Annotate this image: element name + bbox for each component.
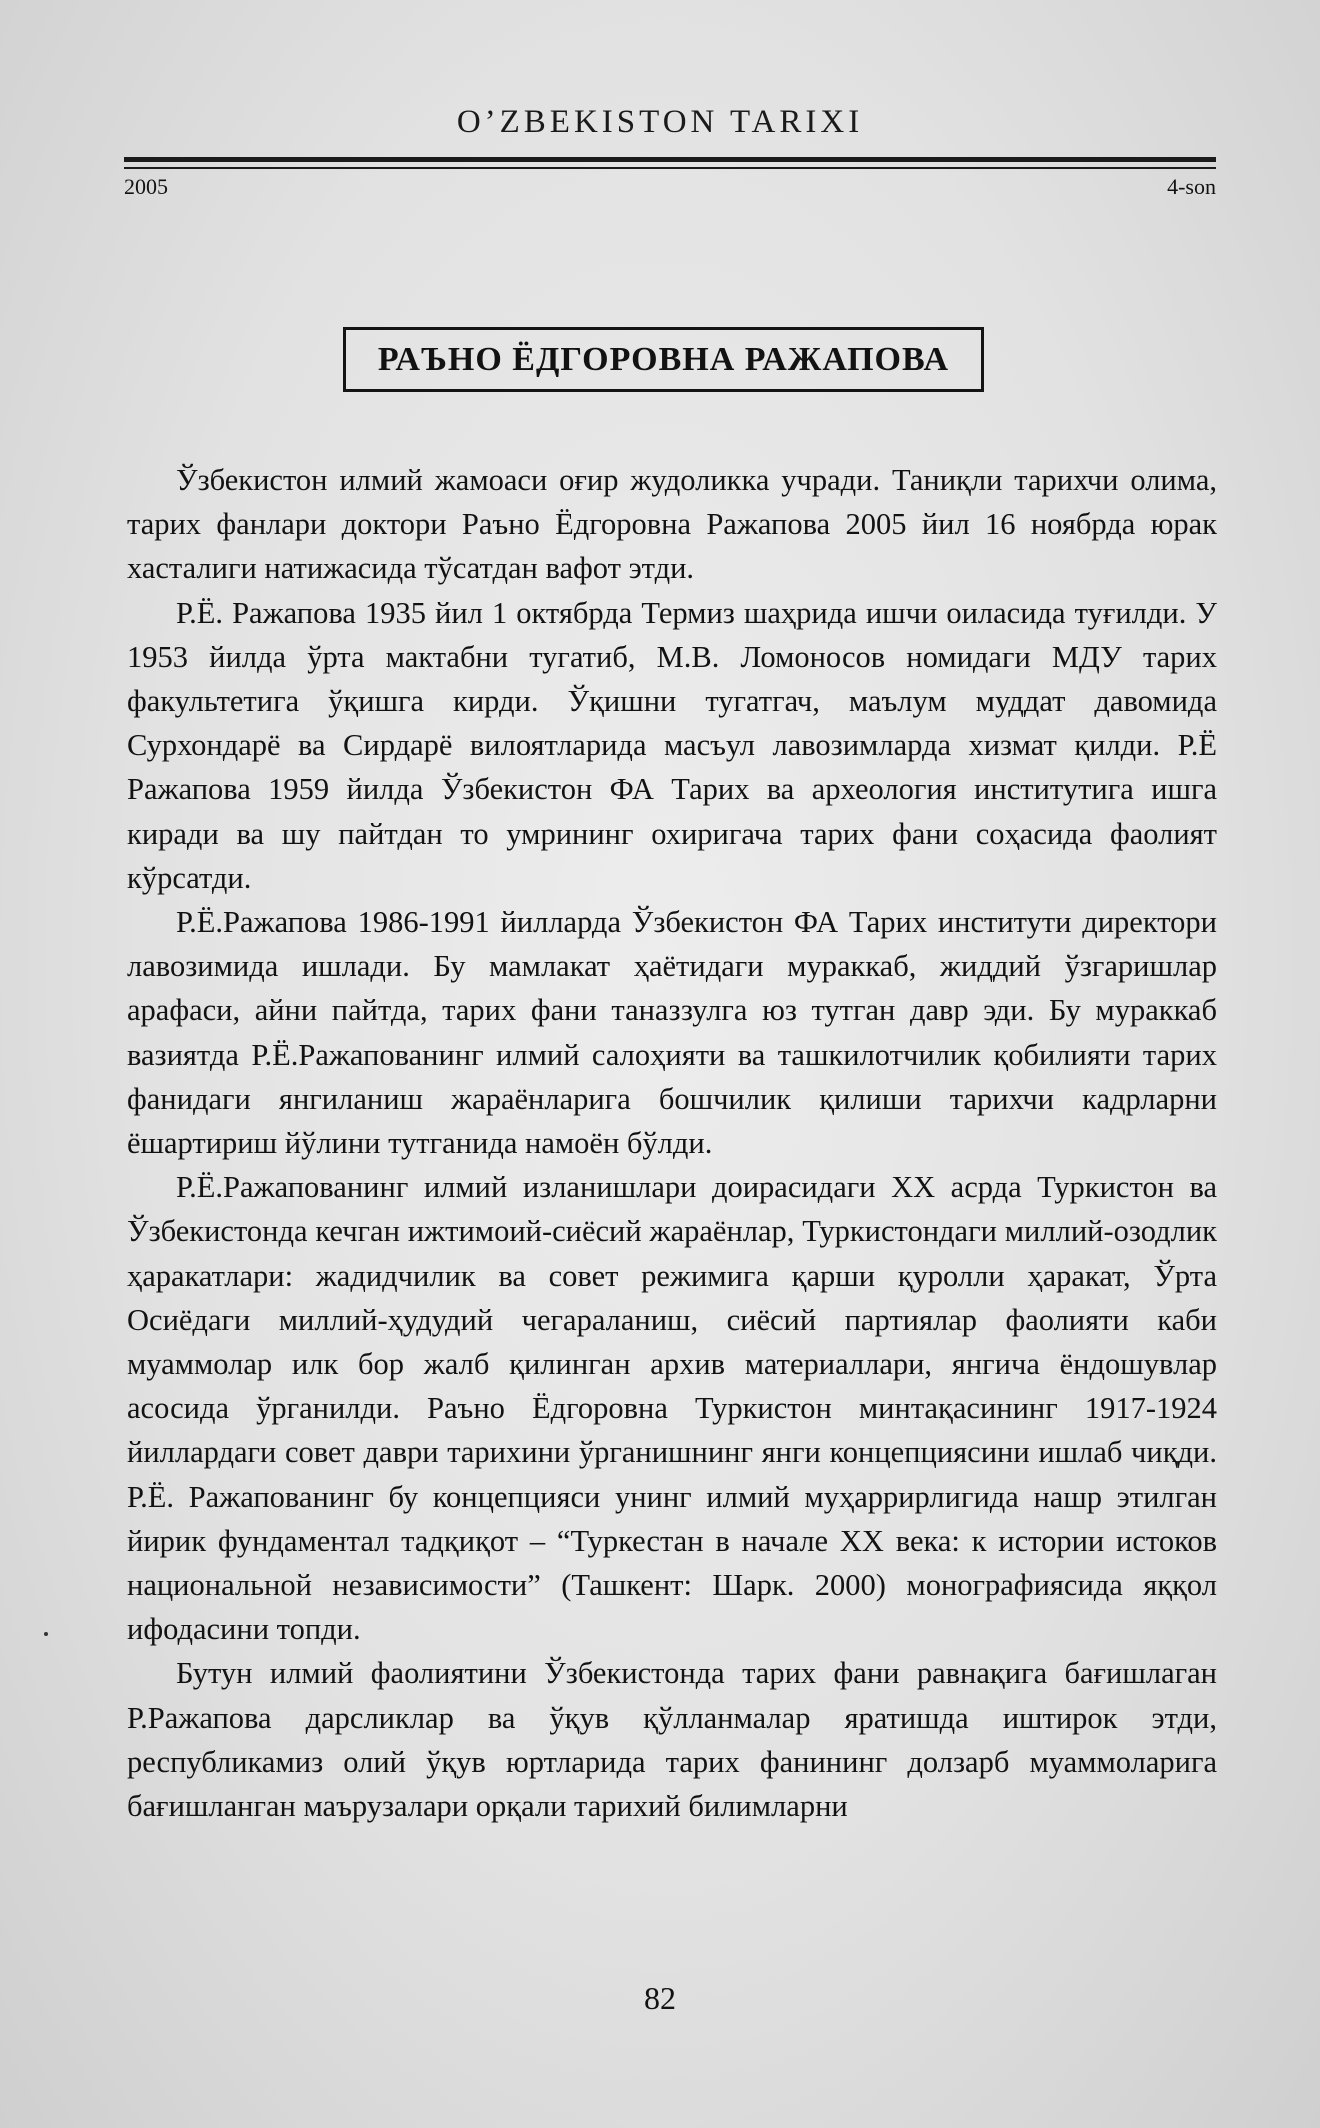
page-number: 82 (644, 1980, 676, 2016)
journal-title: O’ZBEKISTON TARIXI (456, 104, 864, 140)
issue-year: 2005 (124, 174, 168, 199)
paragraph: Бутун илмий фаолиятини Ўзбекистонда тарих фани равнақига бағишлаган Р.Ражапова дарсликлар ва ўқув қўлланмалар яратишда иштирок этди, республикамиз олий ўқув юртларида тарих фанининг долзарб муаммоларига бағишланган маърузалари орқали тарихий билимларни (127, 1656, 1217, 1824)
paragraph: Ўзбекистон илмий жамоаси оғир жудоликка учради. Таниқли тарихчи олима, тарих фанлари доктори Раъно Ёдгоровна Ражапова 2005 йил 16 ноябрда юрак хасталиги натижасида тўсатдан вафот этди. (127, 463, 1217, 586)
header-rule-thick (124, 157, 1216, 162)
paragraph: Р.Ё.Ражапованинг илмий изланишлари доирасидаги XX асрда Туркистон ва Ўзбекистонда кечган ижтимоий-сиёсий жараёнлар, Туркистондаги миллий-озодлик ҳаракатлари: жадидчилик ва совет режимига қарши қуролли ҳаракат, Ўрта Осиёдаги миллий-ҳудудий чегараланиш, сиёсий партиялар фаолияти каби муаммолар илк бор жалб қилинган архив материаллари, янгича ёндошувлар асосида ўрганилди. Раъно Ёдгоровна Туркистон минтақасининг 1917-1924 йиллардаги совет даври тарихини ўрганишнинг янги концепциясини ишлаб чиқди. Р.Ё. Ражапованинг бу концепцияси унинг илмий муҳаррирлигида нашр этилган йирик фундаментал тадқиқот – “Туркестан в начале XX века: к истории истоков национальной независимости” (Ташкент: Шарк. 2000) монографиясида яққол ифодасини топди. (127, 1170, 1217, 1647)
paragraph: Р.Ё. Ражапова 1935 йил 1 октябрда Термиз шаҳрида ишчи оиласида туғилди. У 1953 йилда ўрта мактабни тугатиб, М.В. Ломоносов номидаги МДУ тарих факультетига ўқишга кирди. Ўқишни тугатгач, маълум муддат давомида Сурхондарё ва Сирдарё вилоятларида масъул лавозимларда хизмат қилди. Р.Ё Ражапова 1959 йилда Ўзбекистон ФА Тарих ва археология институтига ишга киради ва шу пайтдан то умрининг охиригача тарих фани соҳасида фаолият кўрсатди. (127, 595, 1217, 895)
header-rule-thin (124, 167, 1216, 169)
article-title: РАЪНО ЁДГОРОВНА РАЖАПОВА (343, 327, 984, 392)
paragraph: Р.Ё.Ражапова 1986-1991 йилларда Ўзбекистон ФА Тарих институти директори лавозимида ишлади. Бу мамлакат ҳаётидаги мураккаб, жиддий ўзгаришлар арафаси, айни пайтда, тарих фани таназзулга юз тутган давр эди. Бу мураккаб вазиятда Р.Ё.Ражапованинг илмий салоҳияти ва ташкилотчилик қобилияти тарих фанидаги янгиланиш жараёнларига бошчилик қилиши тарихчи кадрларни ёшартириш йўлини тутганида намоён бўлди. (127, 905, 1217, 1161)
issue-number: 4-son (1167, 174, 1216, 199)
print-speck (44, 1632, 48, 1636)
article-body (127, 458, 1217, 1828)
